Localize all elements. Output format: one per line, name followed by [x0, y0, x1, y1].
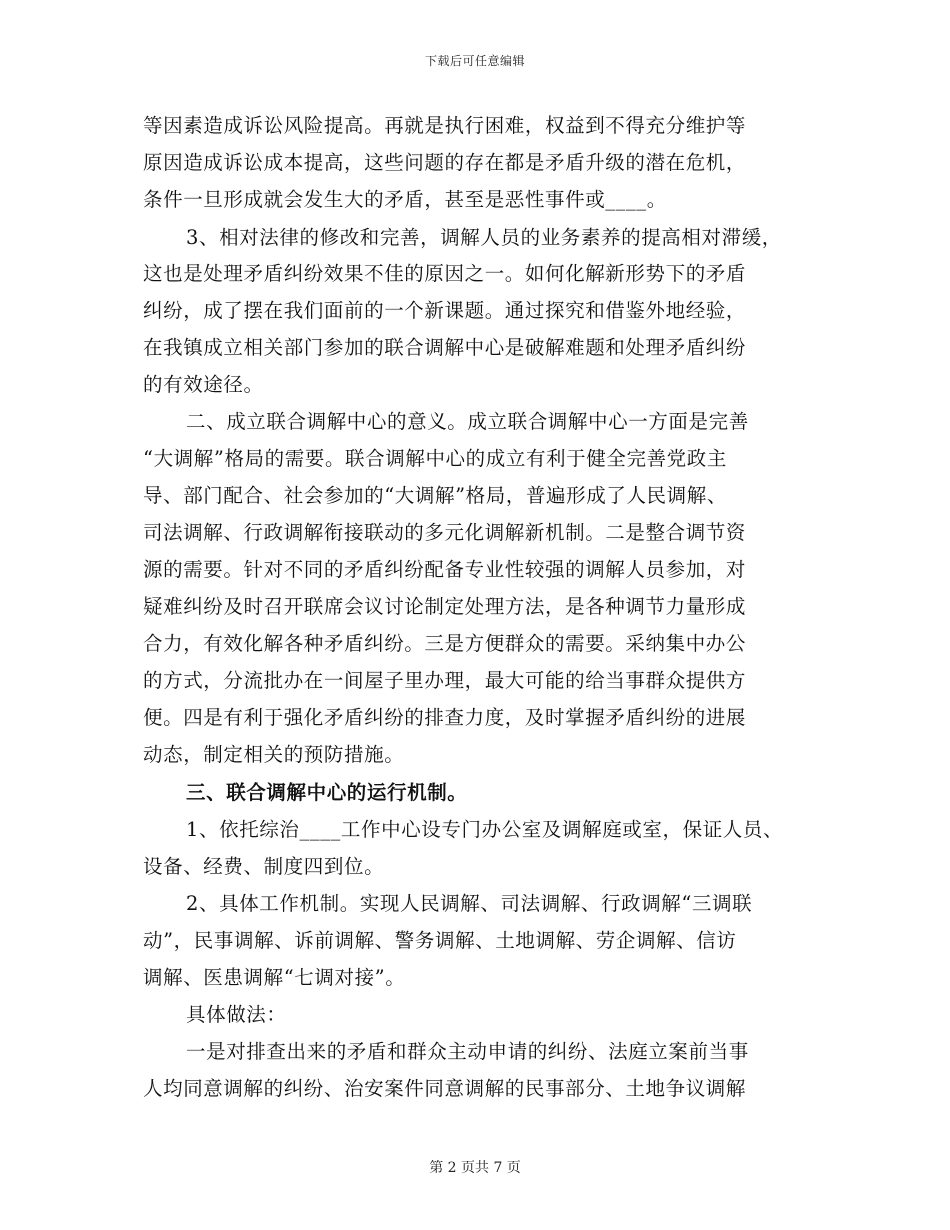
page-header: 下载后可任意编辑	[424, 54, 525, 68]
body-line: 这也是处理矛盾纠纷效果不佳的原因之一。如何化解新形势下的矛盾	[143, 262, 747, 285]
body-line: 的有效途径。	[143, 373, 264, 396]
body-line: 二、成立联合调解中心的意义。成立联合调解中心一方面是完善	[186, 410, 749, 433]
body-line: 3、相对法律的修改和完善，调解人员的业务素养的提高相对滞缓，	[186, 226, 782, 249]
body-line: 疑难纠纷及时召开联席会议讨论制定处理方法，是各种调节力量形成	[143, 595, 747, 618]
body-line: 2、具体工作机制。实现人民调解、司法调解、行政调解“三调联	[186, 892, 753, 915]
page-footer: 第 2 页共 7 页	[429, 1160, 521, 1176]
body-line: “大调解”格局的需要。联合调解中心的成立有利于健全完善党政主	[143, 447, 727, 470]
body-line: 便。四是有利于强化矛盾纠纷的排查力度，及时掌握矛盾纠纷的进展	[143, 706, 747, 729]
body-line: 设备、经费、制度四到位。	[143, 855, 385, 878]
body-line: 动”，民事调解、诉前调解、警务调解、土地调解、劳企调解、信访	[143, 929, 737, 952]
body-line: 司法调解、行政调解衔接联动的多元化调解新机制。二是整合调节资	[143, 521, 747, 544]
body-line: 原因造成诉讼成本提高，这些问题的存在都是矛盾升级的潜在危机，	[143, 151, 747, 174]
body-line: 条件一旦形成就会发生大的矛盾，甚至是恶性事件或____。	[143, 188, 667, 211]
body-line: 的方式，分流批办在一间屋子里办理，最大可能的给当事群众提供方	[143, 669, 747, 692]
body-line: 动态，制定相关的预防措施。	[143, 743, 405, 766]
body-line: 源的需要。针对不同的矛盾纠纷配备专业性较强的调解人员参加，对	[143, 558, 747, 581]
section-heading: 三、联合调解中心的运行机制。	[186, 781, 468, 804]
body-line: 合力，有效化解各种矛盾纠纷。三是方便群众的需要。采纳集中办公	[143, 632, 747, 655]
body-line: 等因素造成诉讼风险提高。再就是执行困难，权益到不得充分维护等	[143, 114, 747, 137]
body-line: 导、部门配合、社会参加的“大调解”格局，普遍形成了人民调解、	[143, 484, 727, 507]
body-line: 人均同意调解的纠纷、治安案件同意调解的民事部分、土地争议调解	[143, 1077, 747, 1100]
body-line: 在我镇成立相关部门参加的联合调解中心是破解难题和处理矛盾纠纷	[143, 336, 747, 359]
body-line: 1、依托综治____工作中心设专门办公室及调解庭或室，保证人员、	[186, 818, 784, 841]
body-line: 纠纷，成了摆在我们面前的一个新课题。通过探究和借鉴外地经验，	[143, 299, 747, 322]
body-line: 一是对排查出来的矛盾和群众主动申请的纠纷、法庭立案前当事	[186, 1040, 749, 1063]
body-line: 具体做法：	[186, 1003, 287, 1026]
body-line: 调解、医患调解“七调对接”。	[143, 966, 406, 989]
